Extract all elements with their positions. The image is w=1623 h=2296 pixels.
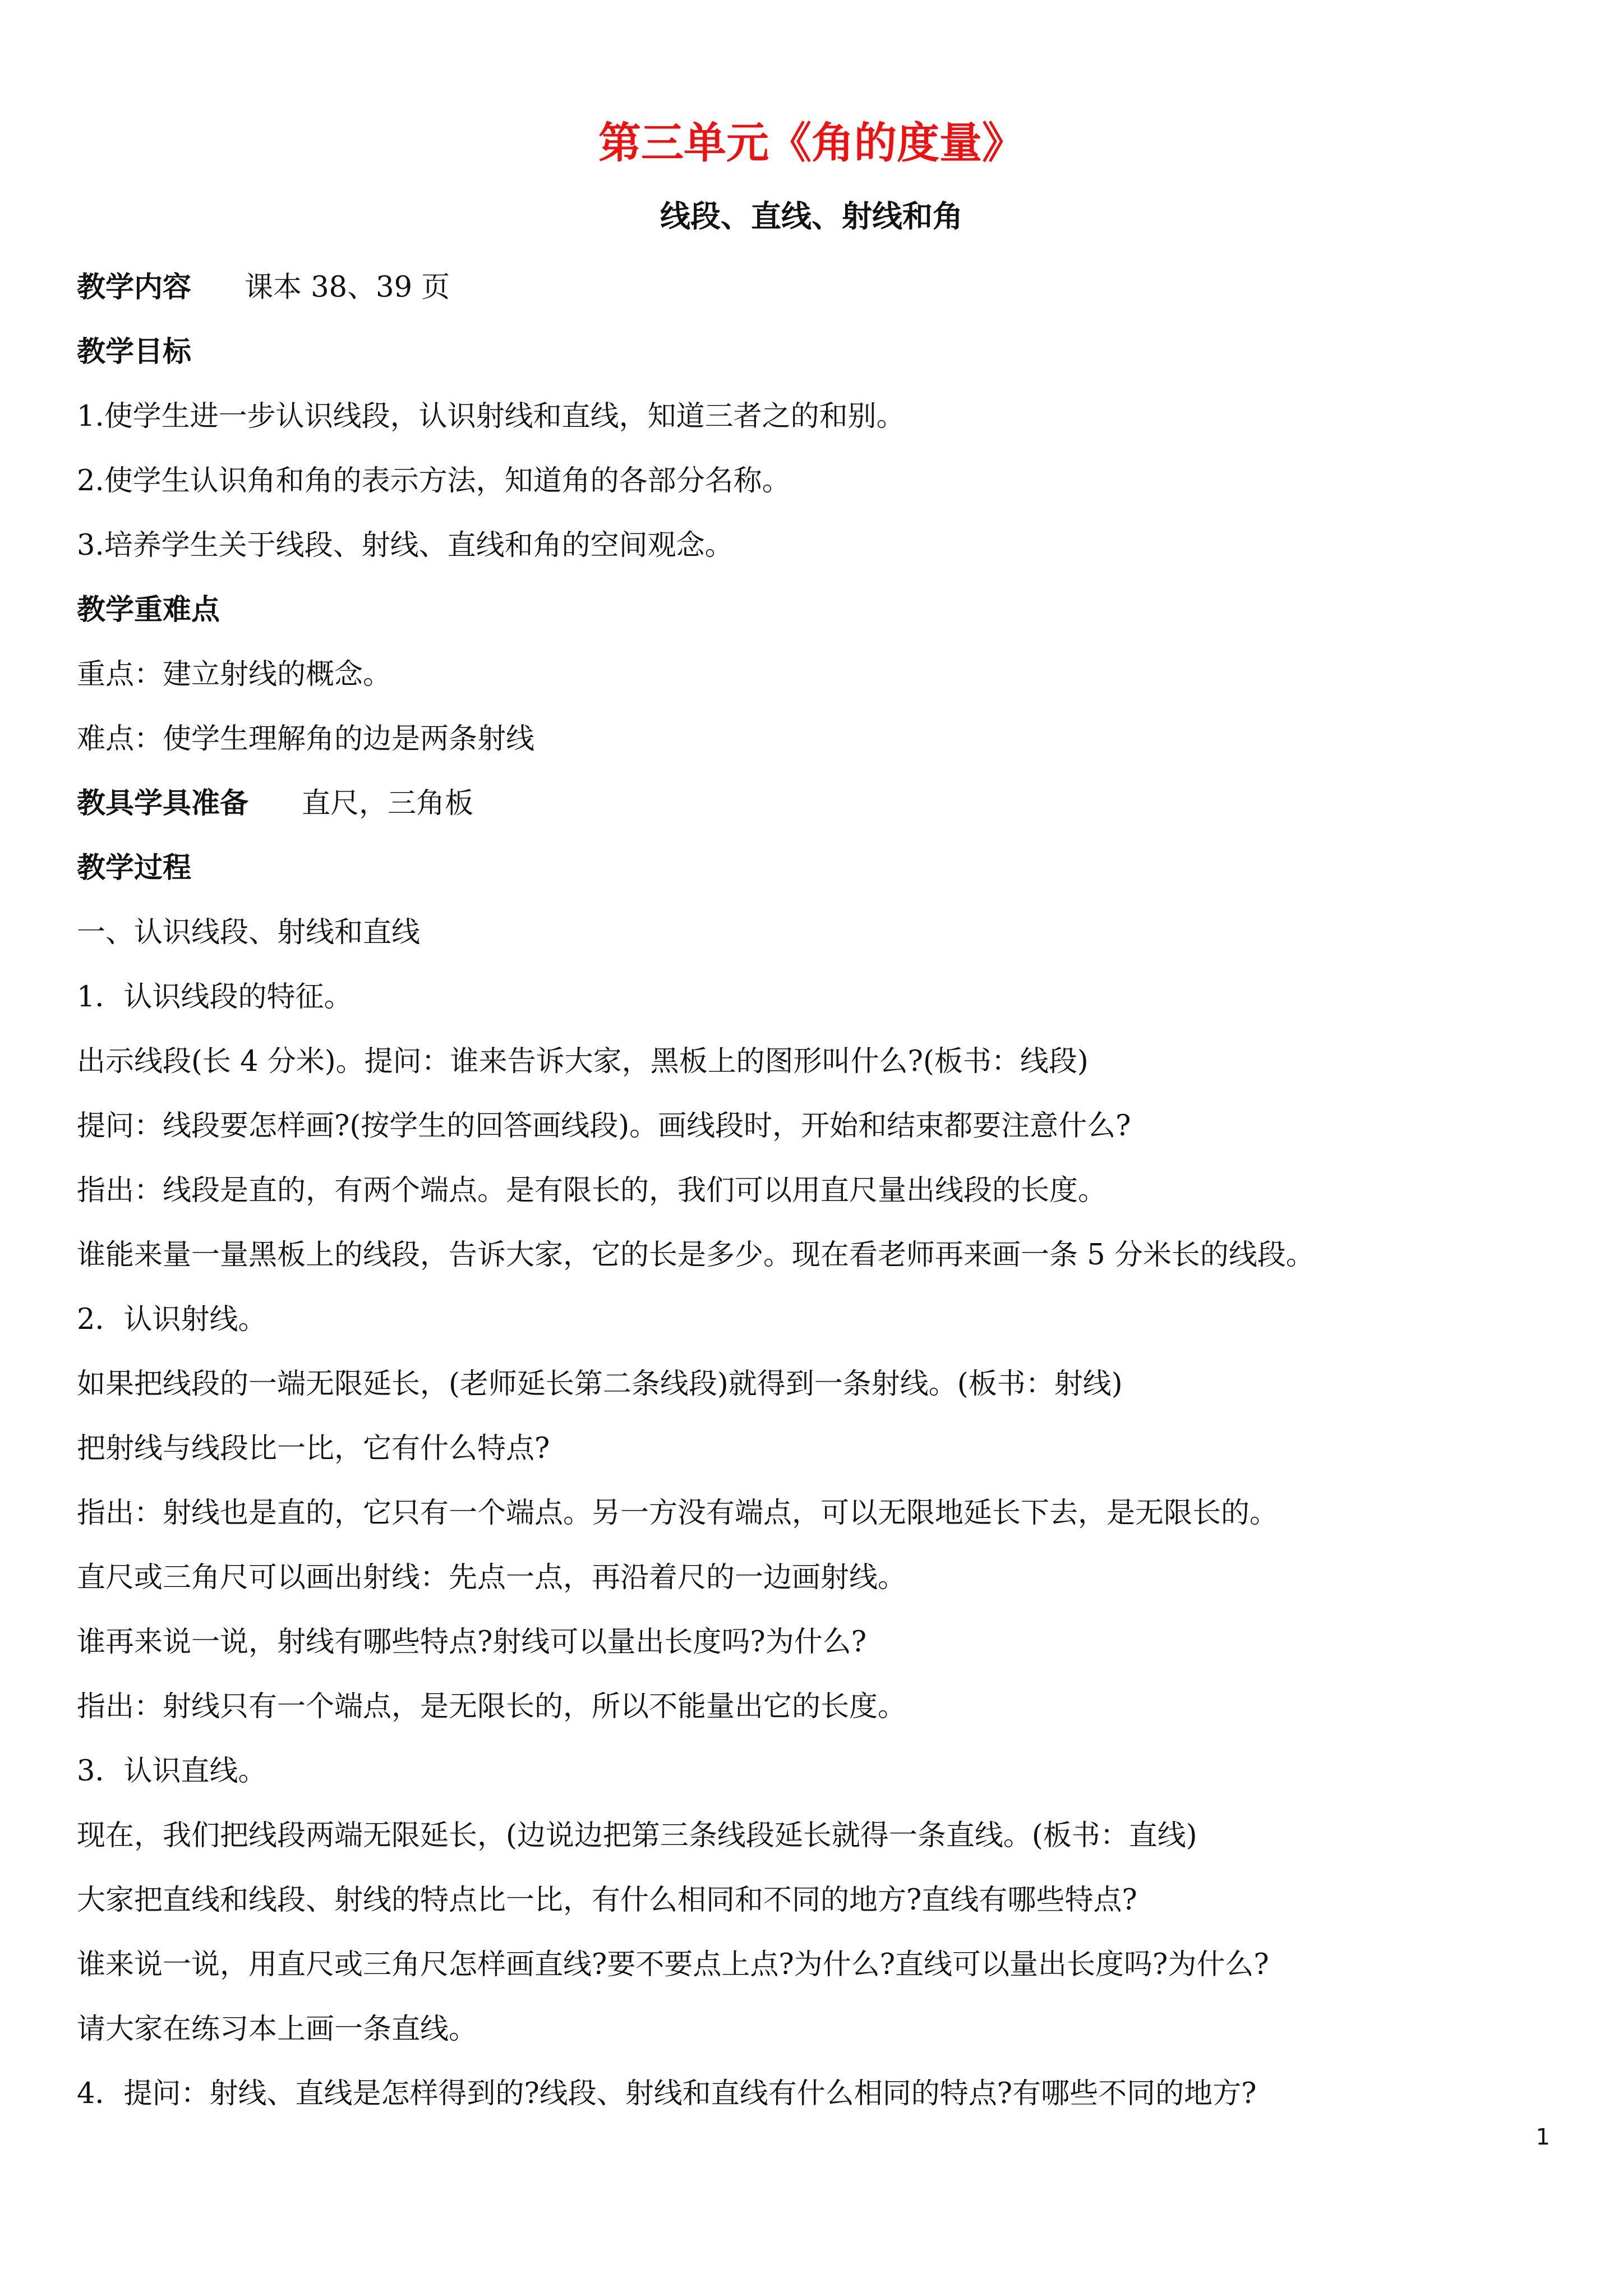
content-label: 教学内容 — [77, 270, 192, 304]
objectives-heading: 教学目标 — [77, 335, 192, 369]
process-line: 3．认识直线。 — [77, 1755, 267, 1788]
objective-item: 3.培养学生关于线段、射线、直线和角的空间观念。 — [77, 529, 734, 562]
process-line: 如果把线段的一端无限延长，(老师延长第二条线段)就得到一条射线。(板书：射线) — [77, 1368, 1123, 1401]
process-line: 一、认识线段、射线和直线 — [77, 916, 421, 949]
objective-item: 2.使学生认识角和角的表示方法，知道角的各部分名称。 — [77, 464, 791, 498]
difficulty-item: 重点：建立射线的概念。 — [77, 658, 392, 691]
process-line: 指出：射线只有一个端点，是无限长的，所以不能量出它的长度。 — [77, 1690, 907, 1723]
page-title: 第三单元《角的度量》 — [598, 118, 1025, 168]
process-line: 谁来说一说，用直尺或三角尺怎样画直线?要不要点上点?为什么?直线可以量出长度吗?为什么? — [77, 1948, 1269, 1981]
process-line: 指出：线段是直的，有两个端点。是有限长的，我们可以用直尺量出线段的长度。 — [77, 1174, 1107, 1207]
process-line: 指出：射线也是直的，它只有一个端点。另一方没有端点，可以无限地延长下去，是无限长的。 — [77, 1497, 1279, 1530]
page-number: 1 — [1536, 2124, 1550, 2150]
page-subtitle: 线段、直线、射线和角 — [660, 198, 963, 234]
process-line: 大家把直线和线段、射线的特点比一比，有什么相同和不同的地方?直线有哪些特点? — [77, 1884, 1137, 1917]
process-line: 4．提问：射线、直线是怎样得到的?线段、射线和直线有什么相同的特点?有哪些不同的地方? — [77, 2077, 1257, 2110]
document-body — [77, 255, 1557, 2126]
materials-value: 直尺，三角板 — [302, 787, 474, 820]
materials-label: 教具学具准备 — [77, 786, 249, 820]
process-line: 出示线段(长 4 分米)。提问：谁来告诉大家，黑板上的图形叫什么?(板书：线段) — [77, 1045, 1089, 1078]
process-line: 谁能来量一量黑板上的线段，告诉大家，它的长是多少。现在看老师再来画一条 5 分米长的线段。 — [77, 1239, 1315, 1272]
process-line: 现在，我们把线段两端无限延长，(边说边把第三条线段延长就得一条直线。(板书：直线) — [77, 1819, 1197, 1852]
process-line: 直尺或三角尺可以画出射线：先点一点，再沿着尺的一边画射线。 — [77, 1561, 907, 1594]
difficulty-item: 难点：使学生理解角的边是两条射线 — [77, 723, 535, 756]
process-line: 1．认识线段的特征。 — [77, 981, 353, 1014]
process-line: 2．认识射线。 — [77, 1303, 267, 1336]
process-heading: 教学过程 — [77, 851, 192, 885]
objective-item: 1.使学生进一步认识线段，认识射线和直线，知道三者之的和别。 — [77, 400, 905, 433]
materials-row — [77, 771, 1557, 836]
process-line: 把射线与线段比一比，它有什么特点? — [77, 1432, 550, 1465]
process-line: 谁再来说一说，射线有哪些特点?射线可以量出长度吗?为什么? — [77, 1626, 867, 1659]
process-line: 请大家在练习本上画一条直线。 — [77, 2013, 478, 2046]
process-line: 提问：线段要怎样画?(按学生的回答画线段)。画线段时，开始和结束都要注意什么? — [77, 1110, 1131, 1143]
content-row — [77, 255, 1557, 320]
content-value: 课本 38、39 页 — [245, 271, 450, 304]
difficulties-heading: 教学重难点 — [77, 593, 220, 627]
